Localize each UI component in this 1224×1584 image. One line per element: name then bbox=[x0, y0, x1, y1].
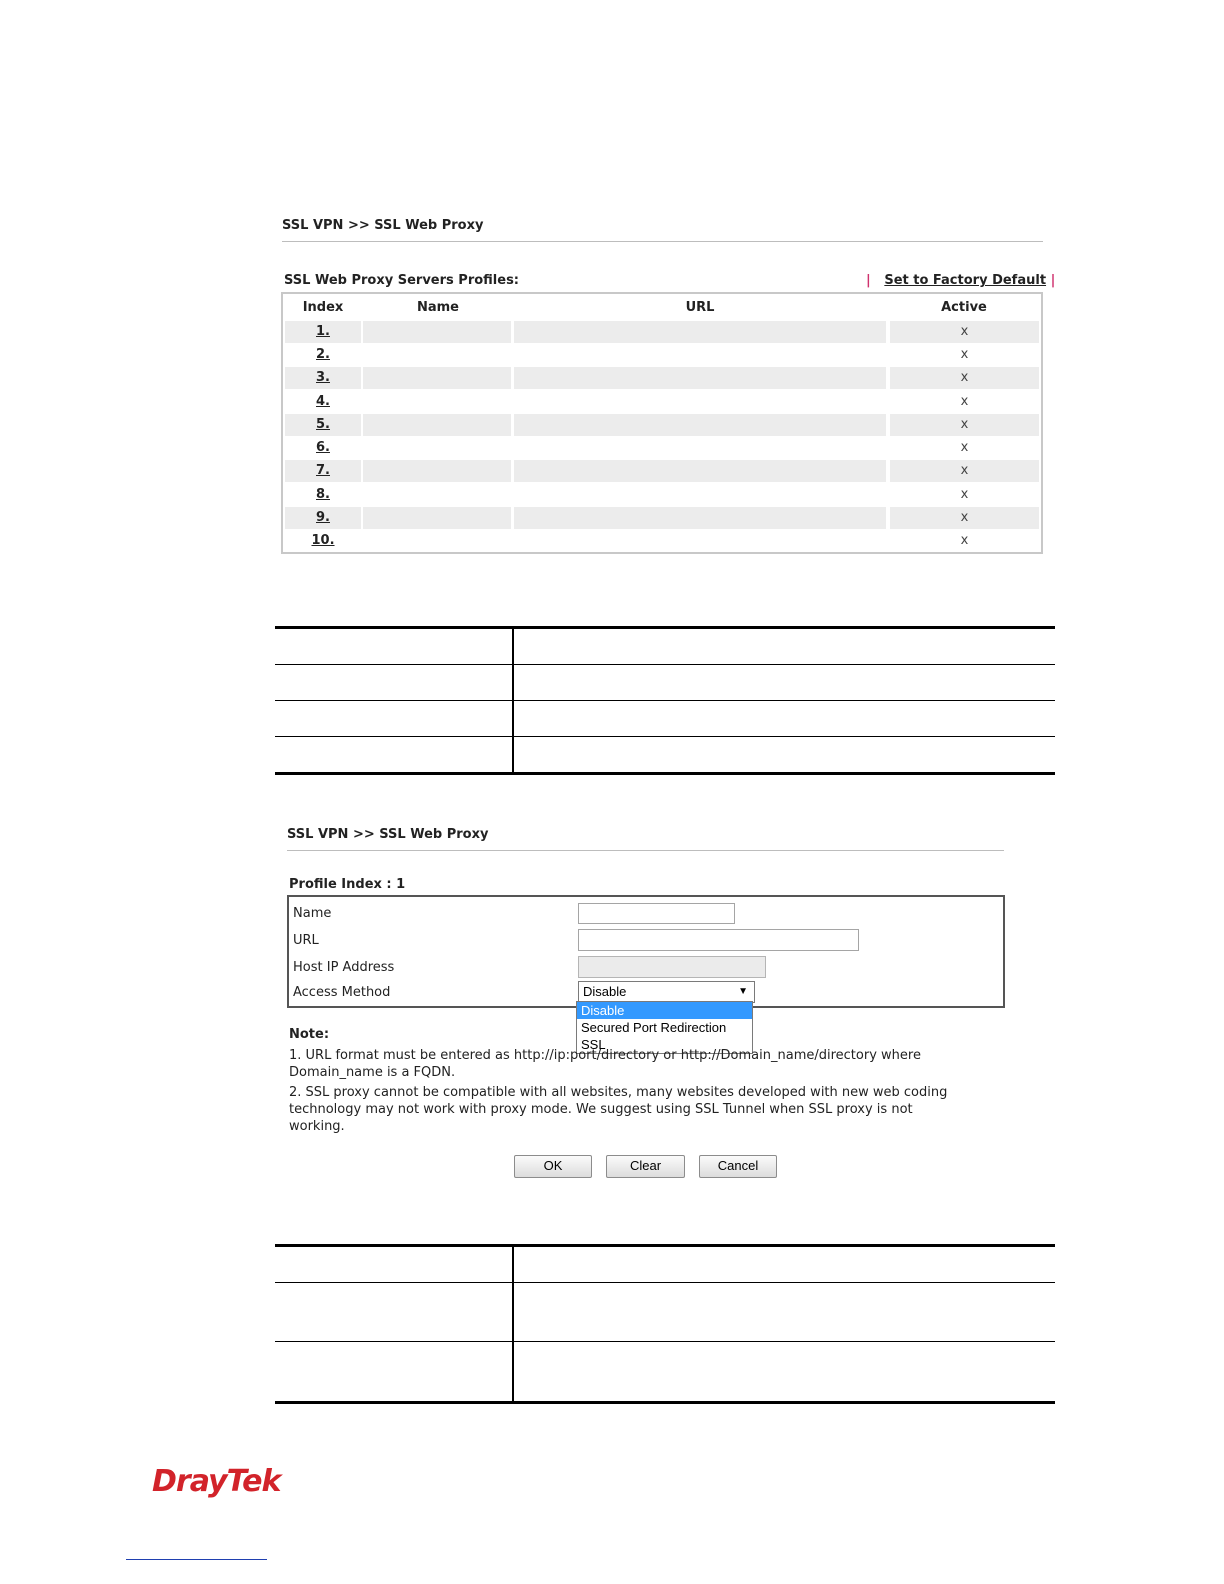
profile-index-link[interactable]: 8. bbox=[316, 487, 330, 502]
cancel-button[interactable]: Cancel bbox=[699, 1155, 777, 1178]
access-method-label: Access Method bbox=[293, 985, 391, 1000]
profile-name-cell bbox=[363, 367, 511, 389]
profile-index-link[interactable]: 7. bbox=[316, 463, 330, 478]
note-title: Note: bbox=[289, 1027, 330, 1042]
table-column-divider bbox=[512, 1244, 514, 1404]
breadcrumb-2: SSL VPN >> SSL Web Proxy bbox=[287, 827, 489, 842]
note-1-line-1: 1. URL format must be entered as http://ip:port/directory or http://Domain_name/directory where bbox=[289, 1048, 921, 1063]
profile-index-link[interactable]: 6. bbox=[316, 440, 330, 455]
host-ip-input bbox=[578, 956, 766, 978]
name-input[interactable] bbox=[578, 903, 735, 924]
col-header-active: Active bbox=[941, 300, 987, 315]
profile-url-cell bbox=[514, 460, 886, 482]
access-method-select[interactable] bbox=[578, 981, 755, 1003]
profile-index-link[interactable]: 10. bbox=[311, 533, 335, 548]
profile-index-link[interactable]: 9. bbox=[316, 510, 330, 525]
description-table-2 bbox=[275, 1244, 1055, 1404]
profile-name-cell bbox=[363, 460, 511, 482]
profile-active-cell: x bbox=[890, 414, 1039, 436]
note-1-line-2: Domain_name is a FQDN. bbox=[289, 1065, 456, 1080]
footer-divider bbox=[126, 1559, 267, 1560]
table-top-rule bbox=[275, 1244, 1055, 1247]
profile-active-cell: x bbox=[890, 321, 1039, 343]
url-label: URL bbox=[293, 933, 319, 948]
profile-active-cell: x bbox=[890, 507, 1039, 529]
profile-active-cell: x bbox=[960, 487, 969, 502]
note-2-line-3: working. bbox=[289, 1119, 345, 1134]
breadcrumb: SSL VPN >> SSL Web Proxy bbox=[282, 218, 484, 233]
col-header-url: URL bbox=[685, 300, 715, 315]
col-header-name: Name bbox=[416, 300, 459, 315]
breadcrumb-divider-2 bbox=[287, 850, 1004, 851]
profile-form bbox=[287, 895, 1005, 1008]
col-header-index: Index bbox=[302, 300, 344, 315]
name-label: Name bbox=[293, 906, 332, 921]
profile-index-link[interactable]: 5. bbox=[316, 417, 330, 432]
table-row-rule bbox=[275, 736, 1055, 737]
ok-button[interactable]: OK bbox=[514, 1155, 592, 1178]
table-top-rule bbox=[275, 626, 1055, 629]
profile-url-cell bbox=[514, 321, 886, 343]
factory-default-area bbox=[866, 273, 1055, 288]
profiles-table bbox=[281, 292, 1043, 554]
table-bottom-rule bbox=[275, 1401, 1055, 1404]
profile-index-link[interactable]: 3. bbox=[316, 370, 330, 385]
profile-index-title: Profile Index : 1 bbox=[289, 877, 406, 892]
profile-url-cell bbox=[514, 507, 886, 529]
breadcrumb-divider bbox=[282, 241, 1043, 242]
clear-button[interactable]: Clear bbox=[606, 1155, 685, 1178]
profile-active-cell: x bbox=[960, 533, 969, 548]
table-column-divider bbox=[512, 626, 514, 775]
profile-active-cell: x bbox=[960, 440, 969, 455]
table-bottom-rule bbox=[275, 772, 1055, 775]
profile-url-cell bbox=[514, 367, 886, 389]
draytek-logo: DrayTek bbox=[152, 1464, 281, 1499]
profile-active-cell: x bbox=[960, 394, 969, 409]
url-input[interactable] bbox=[578, 929, 859, 951]
profile-name-cell bbox=[363, 414, 511, 436]
section-title: SSL Web Proxy Servers Profiles: bbox=[284, 273, 520, 288]
option-ssl[interactable]: SSL bbox=[581, 1037, 606, 1052]
profile-active-cell: x bbox=[890, 367, 1039, 389]
profile-active-cell: x bbox=[960, 347, 969, 362]
table-row-rule bbox=[275, 1282, 1055, 1283]
profile-index-link[interactable]: 4. bbox=[316, 394, 330, 409]
profile-active-cell: x bbox=[890, 460, 1039, 482]
option-secured-port-redirection[interactable]: Secured Port Redirection bbox=[581, 1020, 727, 1035]
access-method-selected: Disable bbox=[583, 984, 627, 999]
profile-index-link[interactable]: 2. bbox=[316, 347, 330, 362]
profile-name-cell bbox=[363, 507, 511, 529]
profile-index-link[interactable]: 1. bbox=[316, 324, 330, 339]
set-factory-default-link[interactable]: Set to Factory Default bbox=[884, 273, 1047, 288]
table-row-rule bbox=[275, 700, 1055, 701]
note-2-line-2: technology may not work with proxy mode. We suggest using SSL Tunnel when SSL proxy is not bbox=[289, 1102, 913, 1117]
factory-pipe-left: | bbox=[866, 273, 871, 288]
profile-name-cell bbox=[363, 321, 511, 343]
factory-pipe-right: | bbox=[1050, 273, 1056, 288]
option-disable[interactable]: Disable bbox=[577, 1002, 752, 1019]
profile-url-cell bbox=[514, 414, 886, 436]
dropdown-arrow-icon: ▼ bbox=[738, 986, 748, 997]
table-row-rule bbox=[275, 1341, 1055, 1342]
description-table-1 bbox=[275, 626, 1055, 775]
host-ip-label: Host IP Address bbox=[293, 960, 395, 975]
table-row-rule bbox=[275, 664, 1055, 665]
note-2-line-1: 2. SSL proxy cannot be compatible with all websites, many websites developed with new web coding bbox=[289, 1085, 948, 1100]
